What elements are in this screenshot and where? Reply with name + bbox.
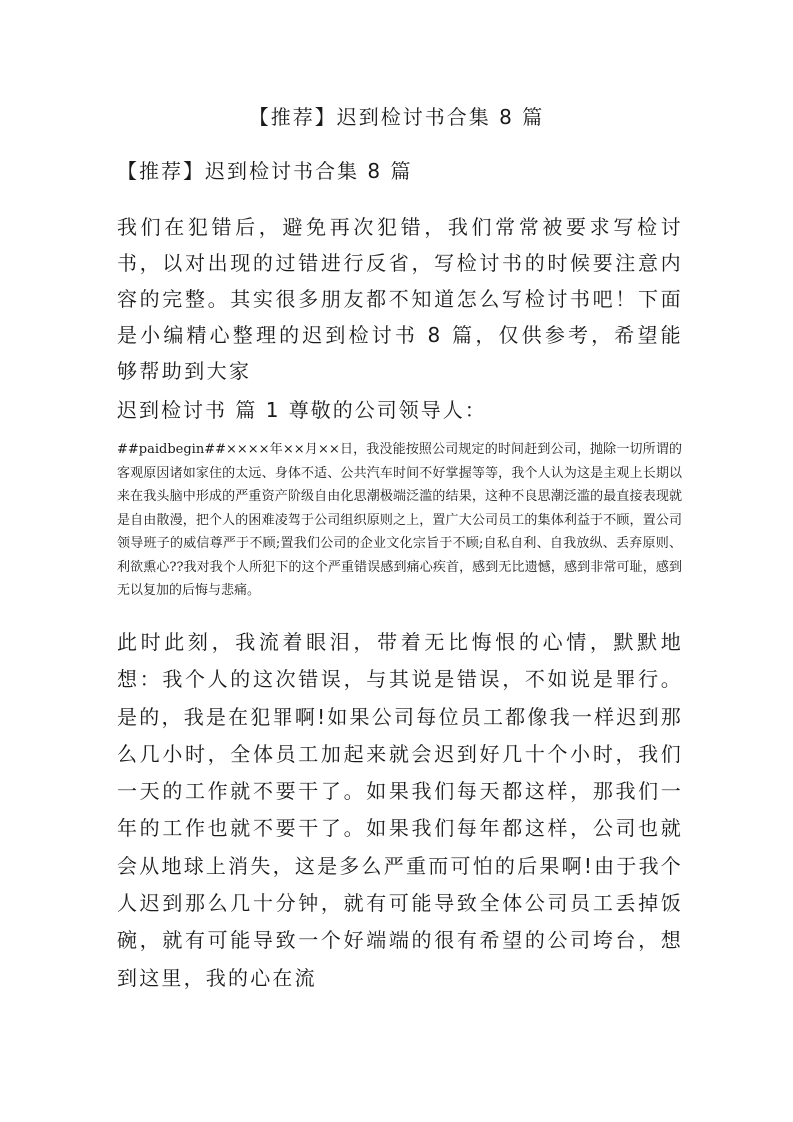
paid-paragraph: ##paidbegin##××××年××月××日，我没能按照公司规定的时间赶到公司，抛除一切所谓的客观原因诸如家住的太远、身体不适、公共汽车时间不好掌握等等，我个人认为这是主观上长期以来在我头脑中形成的严重资产阶级自由化思潮极端泛滥的结果，这种不良思潮泛滥的最直接表现就是自由散漫，把个人的困难凌驾于公司组织原则之上，置广大公司员工的集体利益于不顾，置公司领导班子的威信尊严于不顾;置我们公司的企业文化宗旨于不顾;自私自利、自我放纵、丢弃原则、利欲熏心??我对我个人所犯下的这个严重错误感到痛心疾首，感到无比遗憾，感到非常可耻，感到无以复加的后悔与悲痛。 bbox=[117, 442, 682, 598]
intro-paragraph bbox=[117, 209, 683, 389]
body-paragraph bbox=[117, 624, 683, 997]
document-title: 【推荐】迟到检讨书合集 8 篇 bbox=[248, 105, 545, 129]
body-text: 此时此刻，我流着眼泪，带着无比悔恨的心情，默默地想：我个人的这次错误，与其说是错误，不如说是罪行。是的，我是在犯罪啊!如果公司每位员工都像我一样迟到那么几小时，全体员工加起来就会迟到好几十个小时，我们一天的工作就不要干了。如果我们每天都这样，那我们一年的工作也就不要干了。如果我们每年都这样，公司也就会从地球上消失，这是多么严重而可怕的后果啊!由于我个人迟到那么几十分钟，就有可能导致全体公司员工丢掉饭碗，就有可能导致一个好端端的很有希望的公司垮台，想到这里，我的心在流 bbox=[117, 630, 683, 990]
document-subtitle: 【推荐】迟到检讨书合集 8 篇 bbox=[117, 159, 413, 183]
section-heading: 迟到检讨书 篇 1 尊敬的公司领导人： bbox=[117, 398, 487, 422]
intro-text: 我们在犯错后，避免再次犯错，我们常常被要求写检讨书，以对出现的过错进行反省，写检讨书的时候要注意内容的完整。其实很多朋友都不知道怎么写检讨书吧！下面是小编精心整理的迟到检讨书 8 篇，仅供参考，希望能够帮助到大家 bbox=[117, 215, 683, 383]
